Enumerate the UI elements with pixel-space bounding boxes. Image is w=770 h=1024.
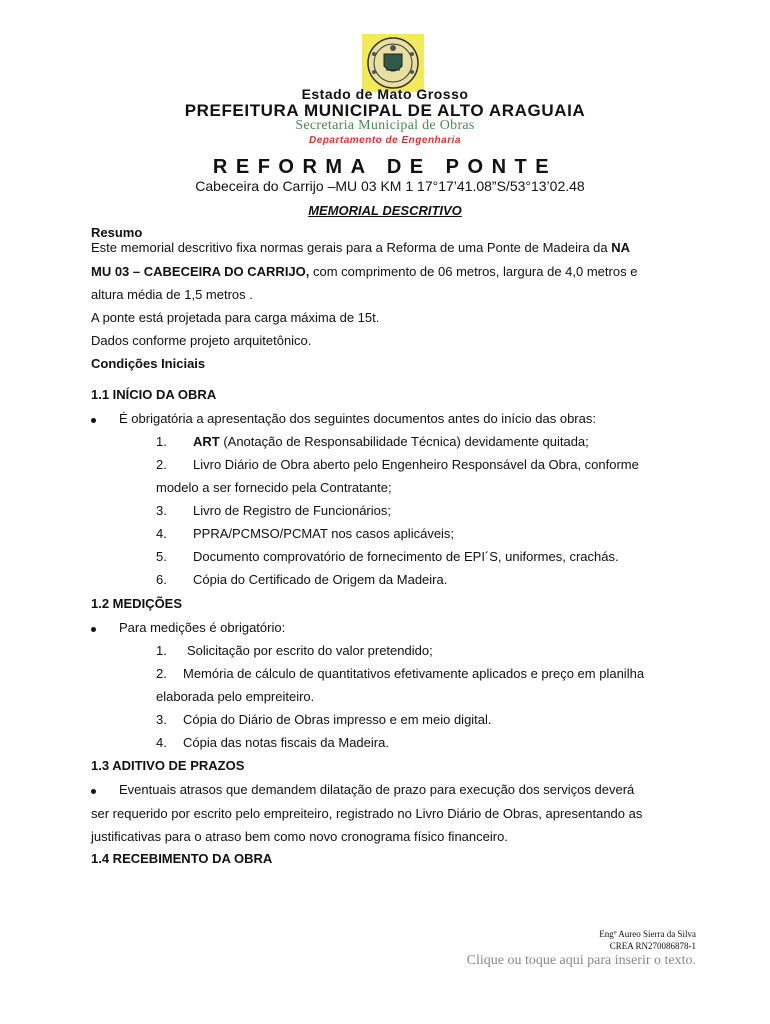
resumo-line-3: altura média de 1,5 metros .: [91, 287, 253, 302]
municipal-seal-icon: [362, 34, 424, 92]
list-item: Cópia do Diário de Obras impresso e em meio digital.: [183, 712, 492, 727]
list-item-number: 2.: [156, 457, 167, 472]
list-item-number: 1.: [156, 434, 167, 449]
list-item: Solicitação por escrito do valor pretendido;: [187, 643, 433, 658]
list-item-number: 3.: [156, 503, 167, 518]
list-item-number: 1.: [156, 643, 167, 658]
resumo-line-2: MU 03 – CABECEIRA DO CARRIJO, com comprimento de 06 metros, largura de 4,0 metros e: [91, 264, 638, 279]
section-1-3-line-3: justificativas para o atraso bem como novo cronograma físico financeiro.: [91, 829, 508, 844]
resumo-heading: Resumo: [91, 225, 143, 240]
engineer-name: Engº Aureo Sierra da Silva: [599, 929, 696, 939]
section-1-3-line-1: Eventuais atrasos que demandem dilatação de prazo para execução dos serviços deverá: [119, 782, 635, 797]
section-1-3-heading: 1.3 ADITIVO DE PRAZOS: [91, 758, 245, 773]
list-item-number: 4.: [156, 526, 167, 541]
list-item: Memória de cálculo de quantitativos efetivamente aplicados e preço em planilha: [183, 666, 645, 681]
list-item: Cópia das notas fiscais da Madeira.: [183, 735, 389, 750]
department-name: Departamento de Engenharia: [309, 135, 461, 146]
bullet-icon: [91, 789, 96, 794]
bullet-icon: [91, 418, 96, 423]
list-item-number: 3.: [156, 712, 167, 727]
crea-number: CREA RN270086878-1: [609, 941, 696, 951]
state-name: Estado de Mato Grosso: [301, 86, 469, 102]
list-item-number: 5.: [156, 549, 167, 564]
list-item-number: 6.: [156, 572, 167, 587]
document-title: REFORMA DE PONTE: [212, 156, 558, 178]
list-item-continuation: modelo a ser fornecido pela Contratante;: [156, 480, 392, 495]
section-1-1-heading: 1.1 INÍCIO DA OBRA: [91, 387, 217, 402]
prefecture-name: PREFEITURA MUNICIPAL DE ALTO ARAGUAIA: [184, 101, 586, 120]
resumo-line-4: A ponte está projetada para carga máxima de 15t.: [91, 310, 380, 325]
section-1-4-heading: 1.4 RECEBIMENTO DA OBRA: [91, 851, 273, 866]
list-item-number: 2.: [156, 666, 167, 681]
document-subtitle: Cabeceira do Carrijo –MU 03 KM 1 17°17’41.08”S/53°13’02.48: [195, 178, 585, 194]
list-item: ART (Anotação de Responsabilidade Técnica) devidamente quitada;: [193, 434, 589, 449]
section-1-1-intro: É obrigatória a apresentação dos seguintes documentos antes do início das obras:: [119, 411, 596, 426]
list-item-number: 4.: [156, 735, 167, 750]
list-item: Livro Diário de Obra aberto pelo Engenheiro Responsável da Obra, conforme: [193, 457, 639, 472]
section-1-2-intro: Para medições é obrigatório:: [119, 620, 286, 635]
section-1-3-line-2: ser requerido por escrito pelo empreiteiro, registrado no Livro Diário de Obras, apresentando as: [91, 806, 643, 821]
memo-title: MEMORIAL DESCRITIVO: [308, 203, 462, 218]
secretariat-name: Secretaria Municipal de Obras: [295, 118, 475, 133]
resumo-line-1: Este memorial descritivo fixa normas gerais para a Reforma de uma Ponte de Madeira da NA: [91, 240, 631, 255]
conditions-heading: Condições Iniciais: [91, 356, 206, 371]
list-item-continuation: elaborada pelo empreiteiro.: [156, 689, 315, 704]
section-1-2-heading: 1.2 MEDIÇÕES: [91, 596, 183, 611]
text-placeholder-field[interactable]: Clique ou toque aqui para inserir o texto.: [466, 953, 696, 968]
list-item: Livro de Registro de Funcionários;: [193, 503, 391, 518]
resumo-line-5: Dados conforme projeto arquitetônico.: [91, 333, 312, 348]
list-item: PPRA/PCMSO/PCMAT nos casos aplicáveis;: [193, 526, 455, 541]
list-item: Cópia do Certificado de Origem da Madeira.: [193, 572, 448, 587]
list-item: Documento comprovatório de fornecimento de EPI´S, uniformes, crachás.: [193, 549, 619, 564]
bullet-icon: [91, 627, 96, 632]
